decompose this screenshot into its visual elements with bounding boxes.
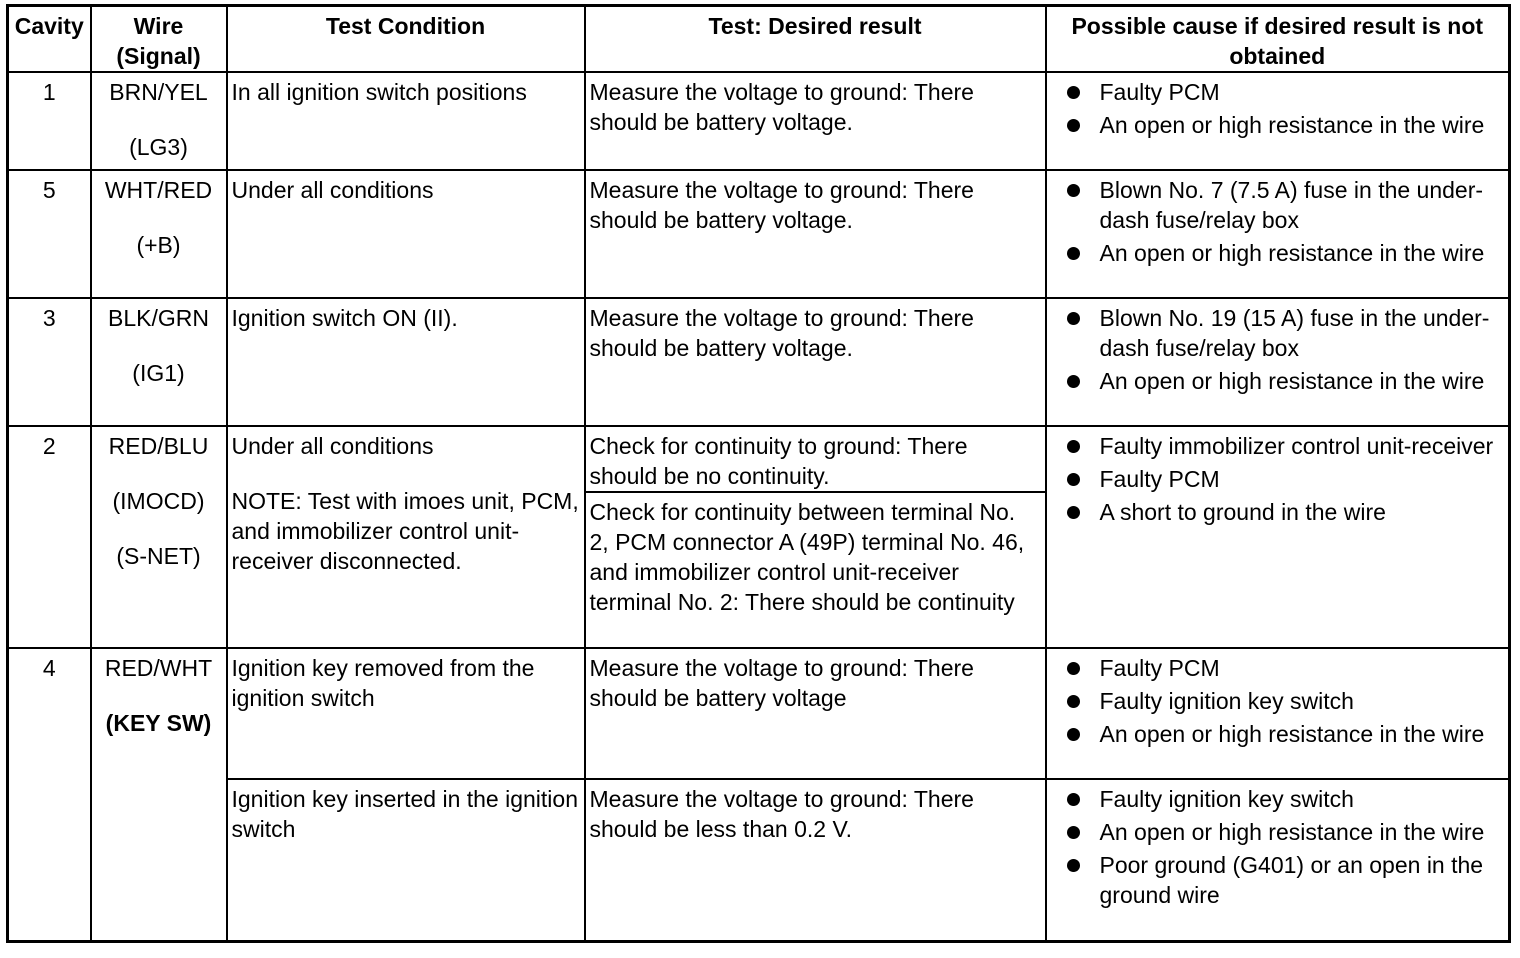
table-subrow	[8, 779, 1510, 941]
wire-color: BLK/GRN	[108, 305, 209, 331]
cause-item: Blown No. 19 (15 A) fuse in the under-dash fuse/relay box	[1067, 303, 1501, 363]
cause-item: Faulty PCM	[1067, 77, 1501, 107]
cause-cell	[1046, 170, 1510, 298]
result-cell: Measure the voltage to ground: There should be battery voltage.	[585, 298, 1046, 426]
wire-signal: (LG3)	[129, 134, 188, 160]
cause-item: An open or high resistance in the wire	[1067, 817, 1501, 847]
bullet-icon	[1067, 375, 1080, 388]
table-row	[8, 72, 1510, 170]
cause-cell	[1046, 779, 1510, 941]
bullet-icon	[1067, 86, 1080, 99]
cause-cell	[1046, 72, 1510, 170]
cavity-cell: 4	[8, 648, 91, 941]
cause-cell	[1046, 298, 1510, 426]
bullet-icon	[1067, 440, 1080, 453]
header-wire: Wire (Signal)	[91, 6, 227, 73]
bullet-icon	[1067, 728, 1080, 741]
bullet-icon	[1067, 119, 1080, 132]
cause-cell	[1046, 648, 1510, 779]
cause-cell	[1046, 426, 1510, 648]
wire-signal: (+B)	[136, 232, 181, 258]
wire-color: RED/WHT	[104, 655, 213, 681]
cause-item: Faulty ignition key switch	[1067, 686, 1501, 716]
result-cell: Check for continuity between terminal No. 2, PCM connector A (49P) terminal No. 46, and immobilizer control unit-receiver terminal No. 2: There should be continuity	[585, 492, 1046, 648]
bullet-icon	[1067, 826, 1080, 839]
bullet-icon	[1067, 506, 1080, 519]
cavity-cell: 5	[8, 170, 91, 298]
bullet-icon	[1067, 247, 1080, 260]
condition-cell: Under all conditions	[227, 170, 585, 298]
result-cell: Measure the voltage to ground: There should be battery voltage.	[585, 170, 1046, 298]
cause-item: Faulty ignition key switch	[1067, 784, 1501, 814]
table-row	[8, 170, 1510, 298]
wire-color: WHT/RED	[104, 177, 213, 203]
wire-cell	[91, 170, 227, 298]
wire-color: RED/BLU	[108, 433, 209, 459]
cause-item: An open or high resistance in the wire	[1067, 366, 1501, 396]
bullet-icon	[1067, 793, 1080, 806]
cavity-cell: 2	[8, 426, 91, 648]
bullet-icon	[1067, 473, 1080, 486]
condition-cell: Ignition switch ON (II).	[227, 298, 585, 426]
wire-cell	[91, 298, 227, 426]
condition-cell: In all ignition switch positions	[227, 72, 585, 170]
bullet-icon	[1067, 695, 1080, 708]
header-condition: Test Condition	[227, 6, 585, 73]
bullet-icon	[1067, 859, 1080, 872]
cause-item: An open or high resistance in the wire	[1067, 719, 1501, 749]
condition-cell: Under all conditions NOTE: Test with imoes unit, PCM, and immobilizer control unit-receiver disconnected.	[227, 426, 585, 648]
bullet-icon	[1067, 662, 1080, 675]
cause-item: Faulty immobilizer control unit-receiver	[1067, 431, 1501, 461]
cavity-cell: 1	[8, 72, 91, 170]
cavity-cell: 3	[8, 298, 91, 426]
cause-item: An open or high resistance in the wire	[1067, 110, 1501, 140]
result-cell: Measure the voltage to ground: There should be battery voltage	[585, 648, 1046, 779]
result-cell: Measure the voltage to ground: There should be less than 0.2 V.	[585, 779, 1046, 941]
bullet-icon	[1067, 312, 1080, 325]
wire-signal: (IMOCD)	[112, 488, 205, 514]
table-row	[8, 648, 1510, 779]
condition-note: NOTE: Test with imoes unit, PCM, and immobilizer control unit-receiver disconnected.	[231, 488, 579, 574]
wire-cell	[91, 72, 227, 170]
header-row	[8, 6, 1510, 73]
result-cell: Measure the voltage to ground: There should be battery voltage.	[585, 72, 1046, 170]
table-row	[8, 298, 1510, 426]
bullet-icon	[1067, 184, 1080, 197]
table-row	[8, 426, 1510, 492]
cause-item: A short to ground in the wire	[1067, 497, 1501, 527]
cause-item: Faulty PCM	[1067, 464, 1501, 494]
header-cause: Possible cause if desired result is not obtained	[1046, 6, 1510, 73]
cause-item: Faulty PCM	[1067, 653, 1501, 683]
wire-color: BRN/YEL	[109, 79, 208, 105]
header-result: Test: Desired result	[585, 6, 1046, 73]
wire-cell	[91, 648, 227, 941]
wire-signal: (KEY SW)	[105, 710, 212, 736]
wire-signal: (IG1)	[132, 360, 185, 386]
condition-cell: Ignition key inserted in the ignition switch	[227, 779, 585, 941]
troubleshooting-table	[6, 4, 1511, 943]
condition-cell: Ignition key removed from the ignition switch	[227, 648, 585, 779]
cause-item: An open or high resistance in the wire	[1067, 238, 1501, 268]
wire-cell	[91, 426, 227, 648]
cause-item: Blown No. 7 (7.5 A) fuse in the under-dash fuse/relay box	[1067, 175, 1501, 235]
wire-signal-alt: (S-NET)	[116, 543, 201, 569]
header-cavity: Cavity	[8, 6, 91, 73]
result-cell: Check for continuity to ground: There should be no continuity.	[585, 426, 1046, 492]
cause-item: Poor ground (G401) or an open in the ground wire	[1067, 850, 1501, 910]
